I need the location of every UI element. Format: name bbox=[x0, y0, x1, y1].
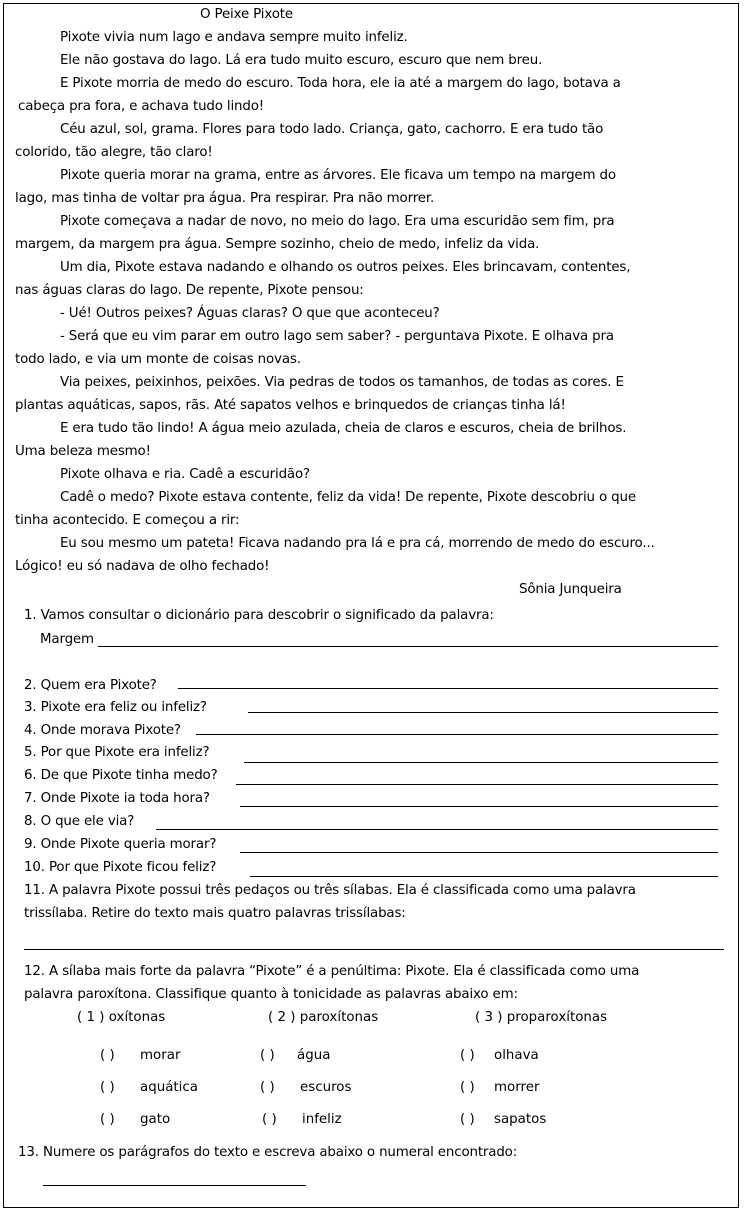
answer-line-7[interactable] bbox=[240, 806, 718, 807]
word-olhava: olhava bbox=[494, 1048, 539, 1063]
question-13: 13. Numere os parágrafos do texto e escreva abaixo o numeral encontrado: bbox=[18, 1145, 518, 1160]
story-line: Um dia, Pixote estava nadando e olhando os outros peixes. Eles brincavam, contentes, bbox=[60, 260, 631, 275]
story-line: cabeça pra fora, e achava tudo lindo! bbox=[18, 99, 264, 114]
story-title: O Peixe Pixote bbox=[200, 7, 293, 22]
story-line: Pixote vivia num lago e andava sempre muito infeliz. bbox=[60, 30, 408, 45]
classify-blank-gato[interactable]: ( ) bbox=[100, 1112, 115, 1127]
answer-line-10[interactable] bbox=[250, 876, 718, 877]
story-line: - Ué! Outros peixes? Águas claras? O que que aconteceu? bbox=[60, 306, 440, 321]
story-line: plantas aquáticas, sapos, rãs. Até sapatos velhos e brinquedos de crianças tinha lá! bbox=[15, 398, 566, 413]
question-5: 5. Por que Pixote era infeliz? bbox=[24, 745, 210, 760]
answer-line-5[interactable] bbox=[244, 762, 718, 763]
story-author: Sônia Junqueira bbox=[519, 582, 622, 597]
legend-paroxitonas: ( 2 ) paroxítonas bbox=[268, 1010, 379, 1025]
classify-blank-sapatos[interactable]: ( ) bbox=[460, 1112, 475, 1127]
word-morrer: morrer bbox=[494, 1080, 540, 1095]
legend-oxitonas: ( 1 ) oxítonas bbox=[77, 1010, 166, 1025]
story-line: Eu sou mesmo um pateta! Ficava nadando pra lá e pra cá, morrendo de medo do escuro... bbox=[60, 536, 655, 551]
answer-line-8[interactable] bbox=[156, 829, 718, 830]
answer-line-1[interactable] bbox=[98, 646, 718, 647]
answer-line-4[interactable] bbox=[196, 734, 718, 735]
question-1-word: Margem bbox=[40, 632, 94, 647]
question-11-line-2: trissílaba. Retire do texto mais quatro palavras trissílabas: bbox=[24, 906, 406, 921]
story-line: nas águas claras do lago. De repente, Pixote pensou: bbox=[15, 283, 364, 298]
classify-blank-olhava[interactable]: ( ) bbox=[460, 1048, 475, 1063]
story-line: Lógico! eu só nadava de olho fechado! bbox=[15, 559, 270, 574]
word-sapatos: sapatos bbox=[494, 1112, 547, 1127]
story-line: E era tudo tão lindo! A água meio azulada, cheia de claros e escuros, cheia de brilhos. bbox=[60, 421, 627, 436]
word-agua: água bbox=[297, 1048, 331, 1063]
story-line: - Será que eu vim parar em outro lago sem saber? - perguntava Pixote. E olhava pra bbox=[60, 329, 614, 344]
word-morar: morar bbox=[140, 1048, 181, 1063]
story-line: Pixote olhava e ria. Cadê a escuridão? bbox=[60, 467, 310, 482]
answer-line-6[interactable] bbox=[236, 784, 718, 785]
story-line: tinha acontecido. E começou a rir: bbox=[15, 513, 240, 528]
story-line: E Pixote morria de medo do escuro. Toda hora, ele ia até a margem do lago, botava a bbox=[60, 76, 621, 91]
story-line: Via peixes, peixinhos, peixões. Via pedras de todos os tamanhos, de todas as cores. E bbox=[60, 375, 624, 390]
question-3: 3. Pixote era feliz ou infeliz? bbox=[24, 700, 207, 715]
question-12-line-1: 12. A sílaba mais forte da palavra “Pixote” é a penúltima: Pixote. Ela é classificada como uma bbox=[24, 964, 640, 979]
word-gato: gato bbox=[140, 1112, 171, 1127]
answer-line-3[interactable] bbox=[248, 712, 718, 713]
question-4: 4. Onde morava Pixote? bbox=[24, 723, 181, 738]
answer-line-11[interactable] bbox=[24, 949, 724, 950]
question-1: 1. Vamos consultar o dicionário para descobrir o significado da palavra: bbox=[24, 608, 494, 623]
word-infeliz: infeliz bbox=[302, 1112, 342, 1127]
story-line: todo lado, e via um monte de coisas novas. bbox=[15, 352, 301, 367]
legend-proparoxitonas: ( 3 ) proparoxítonas bbox=[475, 1010, 608, 1025]
classify-blank-infeliz[interactable]: ( ) bbox=[262, 1112, 277, 1127]
question-7: 7. Onde Pixote ia toda hora? bbox=[24, 791, 210, 806]
story-line: margem, da margem pra água. Sempre sozinho, cheio de medo, infeliz da vida. bbox=[15, 237, 540, 252]
answer-line-13[interactable] bbox=[43, 1185, 306, 1186]
story-line: lago, mas tinha de voltar pra água. Pra respirar. Pra não morrer. bbox=[15, 191, 435, 206]
story-line: Uma beleza mesmo! bbox=[15, 444, 151, 459]
story-line: Pixote começava a nadar de novo, no meio do lago. Era uma escuridão sem fim, pra bbox=[60, 214, 615, 229]
story-line: colorido, tão alegre, tão claro! bbox=[15, 145, 213, 160]
story-line: Cadê o medo? Pixote estava contente, feliz da vida! De repente, Pixote descobriu o que bbox=[60, 490, 636, 505]
story-line: Pixote queria morar na grama, entre as árvores. Ele ficava um tempo na margem do bbox=[60, 168, 616, 183]
question-10: 10. Por que Pixote ficou feliz? bbox=[24, 860, 217, 875]
question-2: 2. Quem era Pixote? bbox=[24, 678, 157, 693]
classify-blank-aquatica[interactable]: ( ) bbox=[100, 1080, 115, 1095]
word-escuros: escuros bbox=[300, 1080, 352, 1095]
answer-line-2[interactable] bbox=[178, 688, 718, 689]
answer-line-9[interactable] bbox=[240, 852, 718, 853]
question-8: 8. O que ele via? bbox=[24, 814, 135, 829]
classify-blank-morar[interactable]: ( ) bbox=[100, 1048, 115, 1063]
classify-blank-agua[interactable]: ( ) bbox=[260, 1048, 275, 1063]
word-aquatica: aquática bbox=[140, 1080, 198, 1095]
question-6: 6. De que Pixote tinha medo? bbox=[24, 768, 218, 783]
question-11-line-1: 11. A palavra Pixote possui três pedaços ou três sílabas. Ela é classificada como uma palavra bbox=[24, 883, 636, 898]
question-9: 9. Onde Pixote queria morar? bbox=[24, 837, 217, 852]
classify-blank-escuros[interactable]: ( ) bbox=[260, 1080, 275, 1095]
classify-blank-morrer[interactable]: ( ) bbox=[460, 1080, 475, 1095]
story-line: Céu azul, sol, grama. Flores para todo lado. Criança, gato, cachorro. E era tudo tão bbox=[60, 122, 604, 137]
story-line: Ele não gostava do lago. Lá era tudo muito escuro, escuro que nem breu. bbox=[60, 53, 543, 68]
question-12-line-2: palavra paroxítona. Classifique quanto à tonicidade as palavras abaixo em: bbox=[24, 987, 518, 1002]
